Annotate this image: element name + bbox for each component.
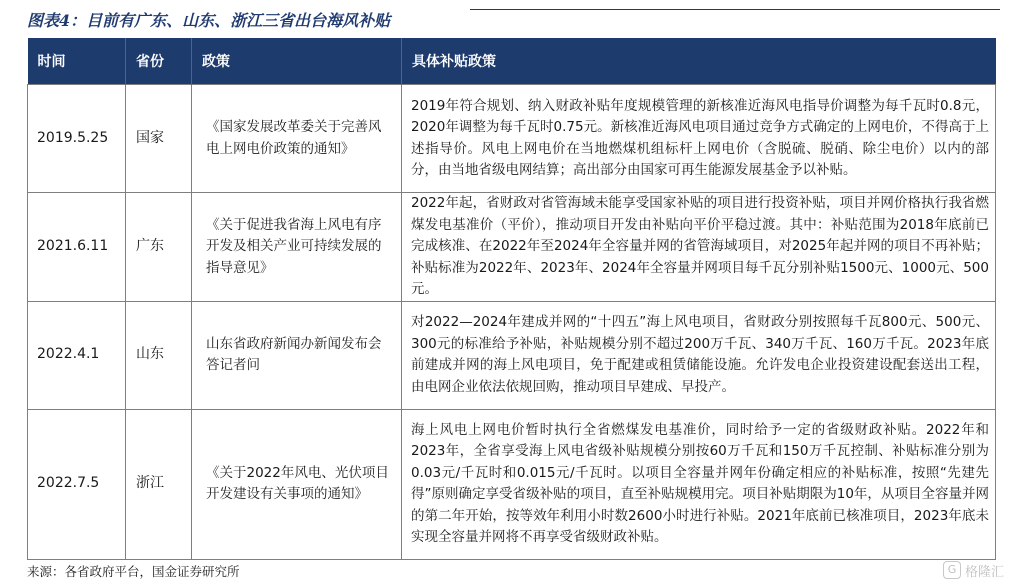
row-date: 2022.4.1	[28, 301, 126, 409]
table-row	[28, 85, 996, 193]
row-detail: 2019年符合规划、纳入财政补贴年度规模管理的新核准近海风电指导价调整为每千瓦时0.8元，2020年调整为每千瓦时0.75元。新核准近海风电项目通过竞争方式确定的上网电价，不得高于上述指导价。风电上网电价在当地燃煤机组标杆上网电价（含脱硫、脱硝、除尘电价）以内的部分，由当地省级电网结算；高出部分由国家可再生能源发展基金予以补贴。	[402, 85, 996, 193]
watermark-text: 格隆汇	[964, 564, 1004, 580]
row-province: 浙江	[126, 409, 192, 559]
title-divider	[470, 9, 1000, 10]
column-header-province: 省份	[126, 38, 192, 85]
column-header-detail: 具体补贴政策	[402, 38, 996, 85]
row-detail: 海上风电上网电价暂时执行全省燃煤发电基准价，同时给予一定的省级财政补贴。2022年和2023年，全省享受海上风电省级补贴规模分别按60万千瓦和150万千瓦控制、补贴标准分别为0.03元/千瓦时和0.015元/千瓦时。以项目全容量并网年份确定相应的补贴标准，按照“先建先得”原则确定享受省级补贴的项目，直至补贴规模用完。项目补贴期限为10年，从项目全容量并网的第二年开始，按等效年利用小时数2600小时进行补贴。2021年底前已核准项目，2023年底未实现全容量并网将不再享受省级财政补贴。	[402, 409, 996, 559]
row-policy: 《国家发展改革委关于完善风电上网电价政策的通知》	[192, 85, 402, 193]
row-date: 2019.5.25	[28, 85, 126, 193]
figure-title: 图表4：目前有广东、山东、浙江三省出台海风补贴	[27, 11, 391, 30]
row-province: 广东	[126, 193, 192, 302]
watermark	[943, 560, 1004, 580]
source-note: 来源：各省政府平台，国金证券研究所	[27, 564, 240, 579]
table-header-row	[28, 38, 996, 85]
row-policy: 山东省政府新闻办新闻发布会答记者问	[192, 301, 402, 409]
row-policy: 《关于促进我省海上风电有序开发及相关产业可持续发展的指导意见》	[192, 193, 402, 302]
row-date: 2021.6.11	[28, 193, 126, 302]
row-province: 国家	[126, 85, 192, 193]
table-row	[28, 409, 996, 559]
table-row	[28, 193, 996, 302]
row-detail: 对2022—2024年建成并网的“十四五”海上风电项目，省财政分别按照每千瓦800元、500元、300元的标准给予补贴，补贴规模分别不超过200万千瓦、340万千瓦、160万千瓦。2023年底前建成并网的海上风电项目，免于配建或租赁储能设施。允许发电企业投资建设配套送出工程，由电网企业依法依规回购，推动项目早建成、早投产。	[402, 301, 996, 409]
subsidy-policy-table	[27, 38, 996, 560]
row-province: 山东	[126, 301, 192, 409]
row-policy: 《关于2022年风电、光伏项目开发建设有关事项的通知》	[192, 409, 402, 559]
column-header-date: 时间	[28, 38, 126, 85]
row-detail: 2022年起，省财政对省管海域未能享受国家补贴的项目进行投资补贴，项目并网价格执行我省燃煤发电基准价（平价），推动项目开发由补贴向平价平稳过渡。其中：补贴范围为2018年底前已完成核准、在2022年至2024年全容量并网的省管海域项目，对2025年起并网的项目不再补贴；补贴标准为2022年、2023年、2024年全容量并网项目每千瓦分别补贴1500元、1000元、500元。	[402, 193, 996, 302]
row-date: 2022.7.5	[28, 409, 126, 559]
column-header-policy: 政策	[192, 38, 402, 85]
watermark-logo-icon: G	[943, 561, 961, 579]
table-row	[28, 301, 996, 409]
